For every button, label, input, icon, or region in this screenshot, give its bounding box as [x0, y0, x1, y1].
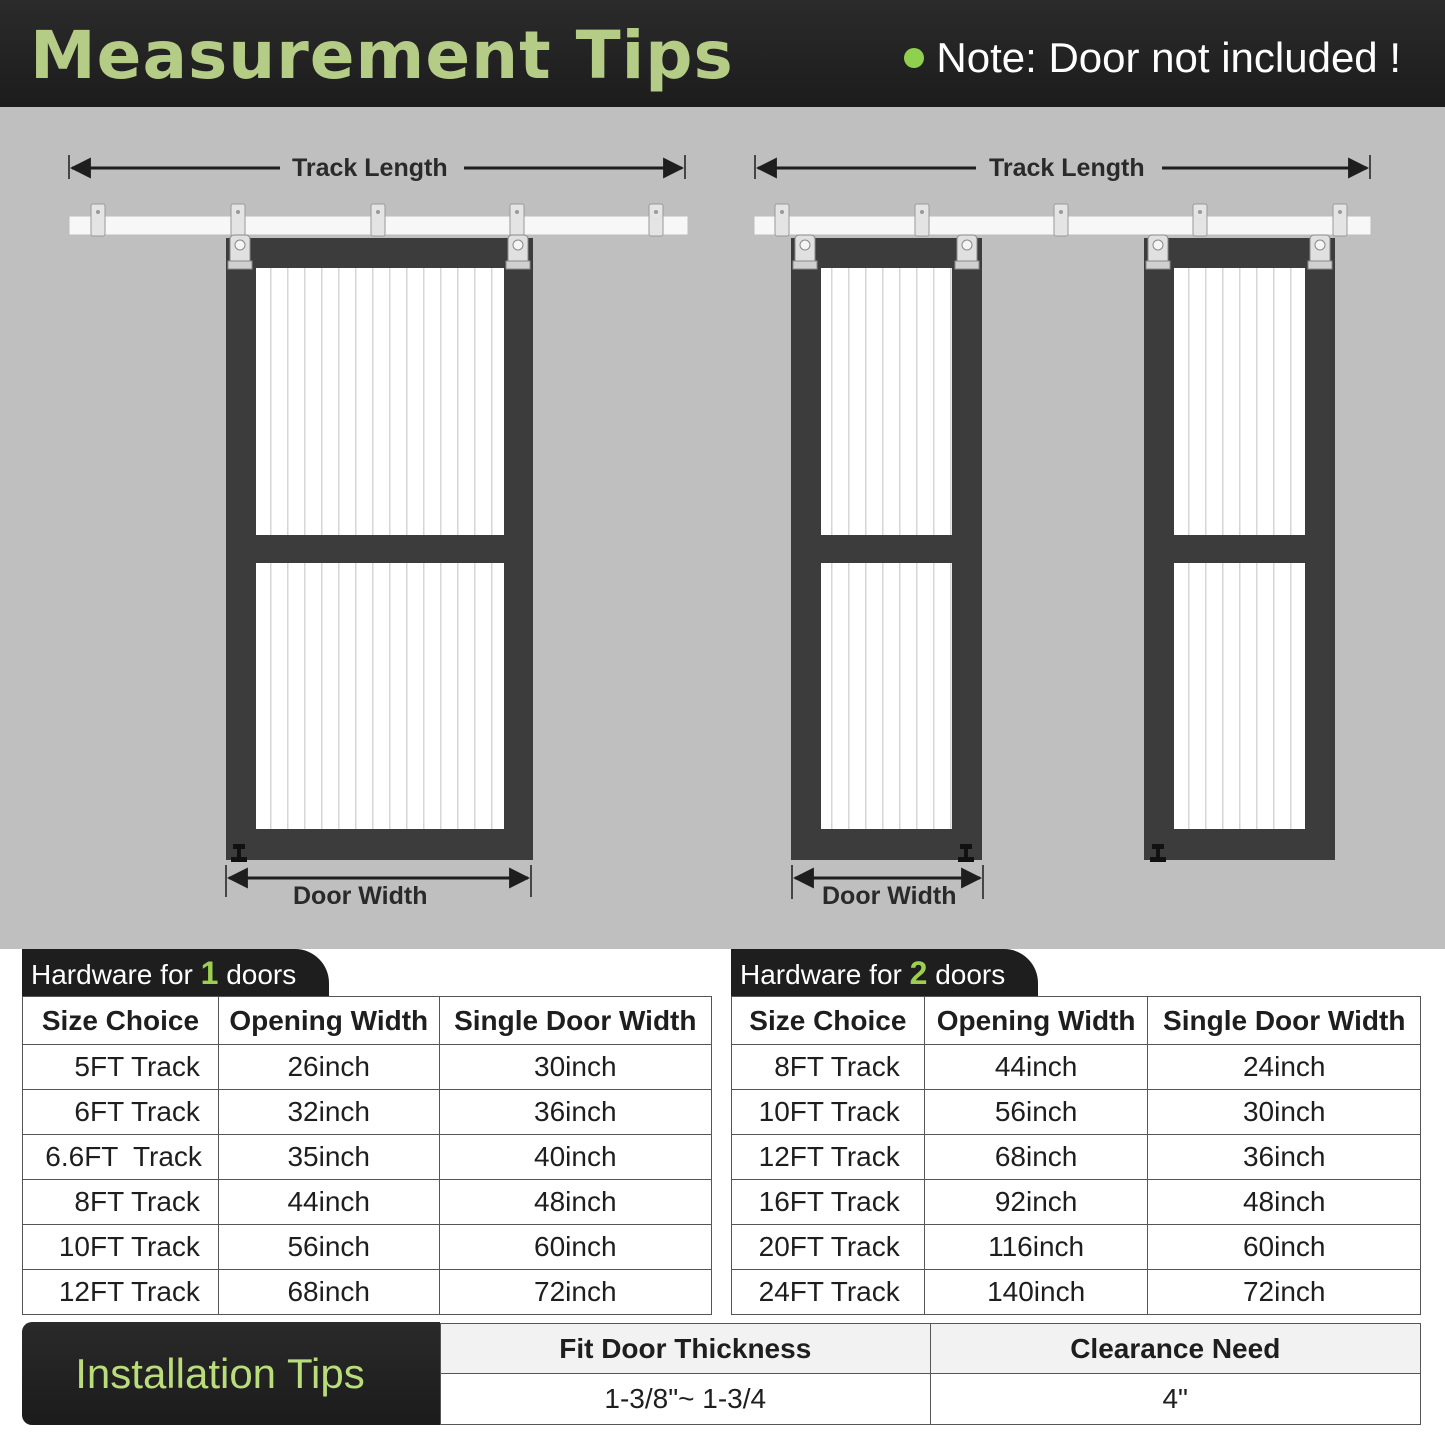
- door-note: [904, 30, 1401, 86]
- table-header-row: [23, 997, 712, 1045]
- table-row: 5FT Track 26inch 30inch: [23, 1045, 712, 1090]
- two-door-table-label: Hardware for 2 doors: [731, 949, 1038, 997]
- table-row: 16FT Track 92inch 48inch: [732, 1180, 1421, 1225]
- single-door-set: [69, 155, 688, 897]
- table-row: 8FT Track 44inch 48inch: [23, 1180, 712, 1225]
- double-track-length-label: Track Length: [989, 154, 1145, 182]
- table-row: 6FT Track 32inch 36inch: [23, 1090, 712, 1135]
- one-door-table-label: Hardware for 1 doors: [22, 949, 329, 997]
- double-door-width-label: Door Width: [822, 882, 957, 910]
- door-illustration: [0, 107, 1445, 949]
- col-fit-door-thickness: Fit Door Thickness: [441, 1324, 931, 1374]
- table-row: 12FT Track 68inch 72inch: [23, 1270, 712, 1315]
- col-single-door-width: Single Door Width: [439, 997, 711, 1045]
- installation-tips: [22, 1322, 1421, 1425]
- bullet-dot-icon: [904, 48, 924, 68]
- table-row: [441, 1374, 1421, 1425]
- col-opening-width: Opening Width: [218, 997, 439, 1045]
- clearance-value: 4": [930, 1374, 1421, 1425]
- header-bar: [0, 0, 1445, 107]
- installation-tips-banner: [22, 1322, 440, 1425]
- col-single-door-width: Single Door Width: [1148, 997, 1421, 1045]
- table-row: 20FT Track 116inch 60inch: [732, 1225, 1421, 1270]
- table-row: 12FT Track 68inch 36inch: [732, 1135, 1421, 1180]
- double-door-set: [754, 155, 1371, 899]
- col-size-choice: Size Choice: [23, 997, 219, 1045]
- door-thickness-value: 1-3/8"~ 1-3/4: [441, 1374, 931, 1425]
- table-header-row: [441, 1324, 1421, 1374]
- installation-tips-table: [440, 1323, 1421, 1425]
- single-track-length-label: Track Length: [292, 154, 448, 182]
- table-row: 10FT Track 56inch 30inch: [732, 1090, 1421, 1135]
- table-row: 8FT Track 44inch 24inch: [732, 1045, 1421, 1090]
- table-row: 6.6FT Track 35inch 40inch: [23, 1135, 712, 1180]
- one-door-size-table: [22, 996, 712, 1315]
- page-title: Measurement Tips: [30, 17, 734, 94]
- two-door-size-table: [731, 996, 1421, 1315]
- col-clearance-need: Clearance Need: [930, 1324, 1421, 1374]
- door-note-text: Note: Door not included !: [936, 34, 1401, 81]
- installation-tips-title: Installation Tips: [75, 1350, 365, 1397]
- door-diagram: [0, 107, 1445, 949]
- table-row: 10FT Track 56inch 60inch: [23, 1225, 712, 1270]
- table-row: 24FT Track 140inch 72inch: [732, 1270, 1421, 1315]
- table-header-row: [732, 997, 1421, 1045]
- col-opening-width: Opening Width: [924, 997, 1148, 1045]
- col-size-choice: Size Choice: [732, 997, 925, 1045]
- single-door-width-label: Door Width: [293, 882, 428, 910]
